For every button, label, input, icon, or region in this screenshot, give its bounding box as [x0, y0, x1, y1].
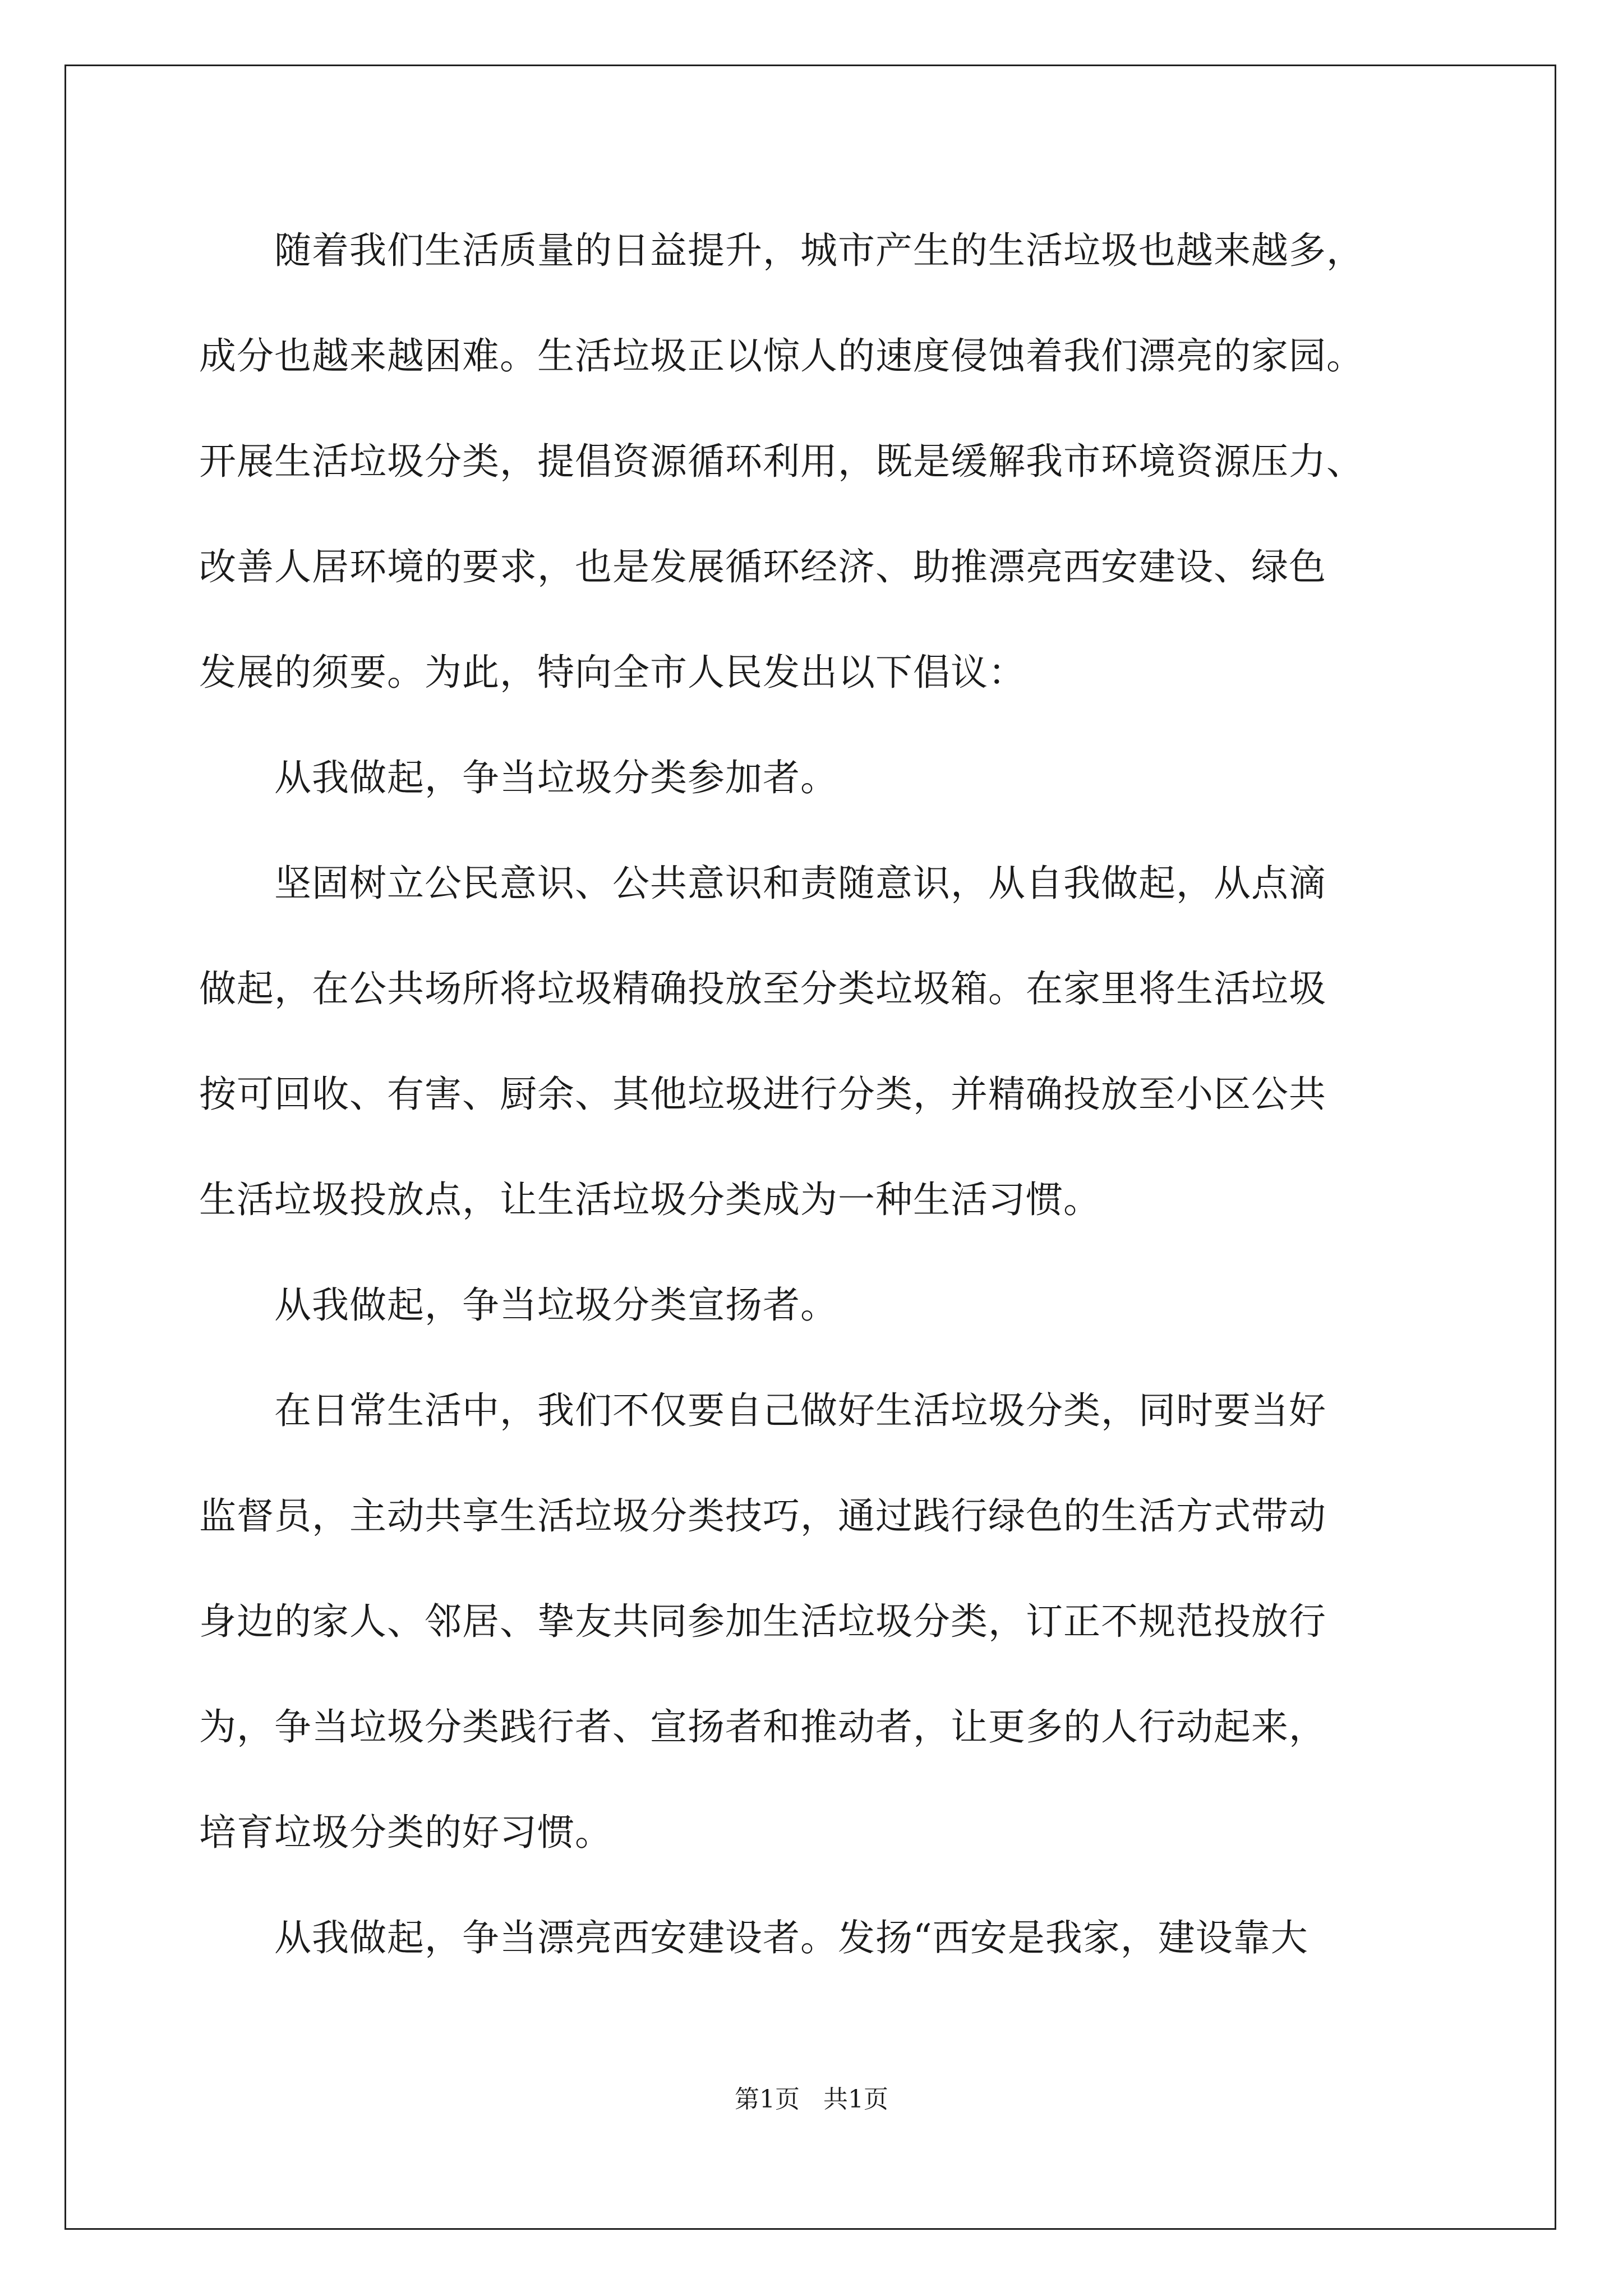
text-line-9: 按可回收、有害、厨余、其他垃圾进行分类，并精确投放至小区公共: [199, 1073, 1326, 1116]
text-line-6: 从我做起，争当垃圾分类参加者。: [199, 756, 838, 799]
page-number-footer: 第1页 共1页: [735, 2085, 888, 2114]
text-line-8: 做起，在公共场所将垃圾精确投放至分类垃圾箱。在家里将生活垃圾: [199, 967, 1326, 1010]
page-border: [64, 65, 1556, 2230]
text-line-17: 从我做起，争当漂亮西安建设者。发扬“西安是我家，建设靠大: [199, 1916, 1308, 1959]
text-line-12: 在日常生活中，我们不仅要自己做好生活垃圾分类，同时要当好: [199, 1389, 1326, 1432]
text-line-16: 培育垃圾分类的好习惯。: [199, 1811, 612, 1854]
text-line-11: 从我做起，争当垃圾分类宣扬者。: [199, 1283, 838, 1327]
text-line-14: 身边的家人、邻居、挚友共同参加生活垃圾分类，订正不规范投放行: [199, 1600, 1326, 1643]
text-line-13: 监督员，主动共享生活垃圾分类技巧，通过践行绿色的生活方式带动: [199, 1494, 1326, 1538]
text-line-10: 生活垃圾投放点，让生活垃圾分类成为一种生活习惯。: [199, 1178, 1101, 1221]
text-line-7: 坚固树立公民意识、公共意识和责随意识，从自我做起，从点滴: [199, 862, 1326, 905]
text-line-4: 改善人居环境的要求，也是发展循环经济、助推漂亮西安建设、绿色: [199, 545, 1326, 588]
text-line-1: 随着我们生活质量的日益提升，城市产生的生活垃圾也越来越多，: [199, 229, 1364, 272]
text-line-5: 发展的须要。为此，特向全市人民发出以下倡议：: [199, 651, 1026, 694]
text-line-2: 成分也越来越困难。生活垃圾正以惊人的速度侵蚀着我们漂亮的家园。: [199, 334, 1364, 378]
text-line-15: 为，争当垃圾分类践行者、宣扬者和推动者，让更多的人行动起来，: [199, 1705, 1326, 1749]
text-line-3: 开展生活垃圾分类，提倡资源循环利用，既是缓解我市环境资源压力、: [199, 440, 1364, 483]
